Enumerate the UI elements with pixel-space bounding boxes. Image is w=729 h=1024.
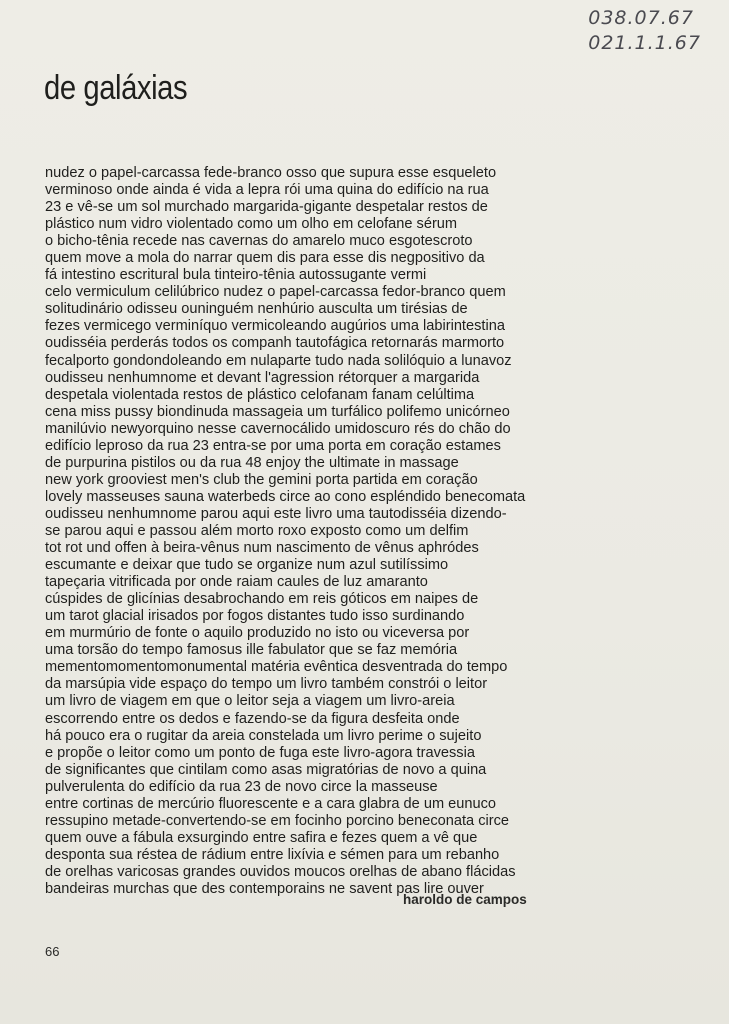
poem-line: new york grooviest men's club the gemini porta partida em coração [45, 471, 478, 488]
poem-line: um livro de viagem em que o leitor seja a viagem um livro-areia [45, 693, 455, 710]
poem-line: fá intestino escritural bula tinteiro-tênia autossugante vermi [45, 267, 427, 284]
poem-line: ressupino metade-convertendo-se em focinho porcino beneconata circe [45, 812, 510, 829]
poem-line: se parou aqui e passou além morto roxo exposto como um delfim [45, 522, 469, 539]
poem-body [45, 165, 685, 898]
poem-line: 23 e vê-se um sol murchado margarida-gigante despetalar restos de [45, 199, 488, 216]
poem-line: um tarot glacial irisados por fogos distantes tudo isso surdinando [45, 608, 465, 625]
poem-line: oudisseu nenhumnome parou aqui este livro uma tautodisséia dizendo- [45, 505, 507, 522]
poem-line: desponta sua réstea de rádium entre lixívia e sémen para um rebanho [45, 846, 500, 863]
poem-line: celo vermiculum celilúbrico nudez o papel-carcassa fedor-branco quem [45, 284, 506, 301]
poem-line: oudisseu nenhumnome et devant l'agression rétorquer a margarida [45, 369, 480, 386]
poem-line: de purpurina pistilos ou da rua 48 enjoy the ultimate in massage [45, 454, 459, 471]
poem-line: escorrendo entre os dedos e fazendo-se da figura desfeita onde [45, 710, 460, 727]
poem-line: cena miss pussy biondinuda massageia um turfálico polifemo unicórneo [45, 403, 510, 420]
poem-line: tapeçaria vitrificada por onde raiam caules de luz amaranto [45, 574, 428, 591]
poem-line: o bicho-tênia recede nas cavernas do amarelo muco esgotescroto [45, 233, 473, 250]
handwritten-note: 038.07.67 [588, 7, 694, 29]
poem-line: cúspides de glicínias desabrochando em reis góticos em naipes de [45, 591, 479, 608]
poem-line: escumante e deixar que tudo se organize num azul sutilíssimo [45, 557, 449, 574]
poem-line: pulverulenta do edifício da rua 23 de novo circe la masseuse [45, 778, 438, 795]
poem-line: fecalporto gondondoleando em nulaparte tudo nada solilóquio a lunavoz [45, 352, 512, 369]
poem-line: uma torsão do tempo famosus ille fabulator que se faz memória [45, 642, 458, 659]
poem-line: fezes vermicego verminíquo vermicoleando augúrios uma labirintestina [45, 318, 505, 335]
poem-line: tot rot und offen à beira-vênus num nascimento de vênus aphródes [45, 540, 479, 557]
poem-line: plástico num vidro violentado como um olho em celofane sérum [45, 216, 458, 233]
poem-line: quem ouve a fábula exsurgindo entre safira e fezes quem a vê que [45, 829, 478, 846]
poem-line: de orelhas varicosas grandes ouvidos moucos orelhas de abano flácidas [45, 863, 516, 880]
poem-line: em murmúrio de fonte o aquilo produzido no isto ou viceversa por [45, 625, 470, 642]
poem-line: e propõe o leitor como um ponto de fuga este livro-agora travessia [45, 744, 475, 761]
page-title: de galáxias [44, 69, 188, 107]
poem-line: nudez o papel-carcassa fede-branco osso que supura esse esqueleto [45, 165, 497, 181]
poem-line: há pouco era o rugitar da areia constelada um livro perime o sujeito [45, 727, 482, 744]
poem-line: de significantes que cintilam como asas migratórias de novo a quina [45, 761, 487, 778]
poem-line: despetala violentada restos de plástico celofanam fanam celúltima [45, 386, 475, 403]
poem-line: lovely masseuses sauna waterbeds circe ao cono espléndido benecomata [45, 488, 526, 505]
poem-line: edifício leproso da rua 23 entra-se por uma porta em coração estames [45, 437, 501, 454]
poem-line: oudisséia perderás todos os companh tautofágica retornarás marmorto [45, 335, 505, 352]
poem-line: entre cortinas de mercúrio fluorescente e a cara glabra de um eunuco [45, 795, 497, 812]
poem-line: manilúvio newyorquino nesse cavernocálido umidoscuro rés do chão do [45, 420, 511, 437]
handwritten-catalog-notes [588, 6, 701, 56]
poem-line: quem move a mola do narrar quem dis para esse dis negpositivo da [45, 250, 485, 267]
handwritten-note: 021.1.1.67 [588, 32, 701, 54]
poem-line: mementomomentomonumental matéria evêntica desventrada do tempo [45, 659, 508, 676]
poem-line: verminoso onde ainda é vida a lepra rói uma quina do edifício na rua [45, 182, 489, 199]
poem-line: solitudinário odisseu ouninguém nenhúrio ausculta um tirésias de [45, 301, 468, 318]
author-name: haroldo de campos [403, 892, 527, 907]
poem-line: bandeiras murchas que des contemporains ne savent pas lire ouver [45, 880, 484, 897]
page-number: 66 [45, 944, 60, 959]
poem-line: da marsúpia vide espaço do tempo um livro também constrói o leitor [45, 676, 488, 693]
